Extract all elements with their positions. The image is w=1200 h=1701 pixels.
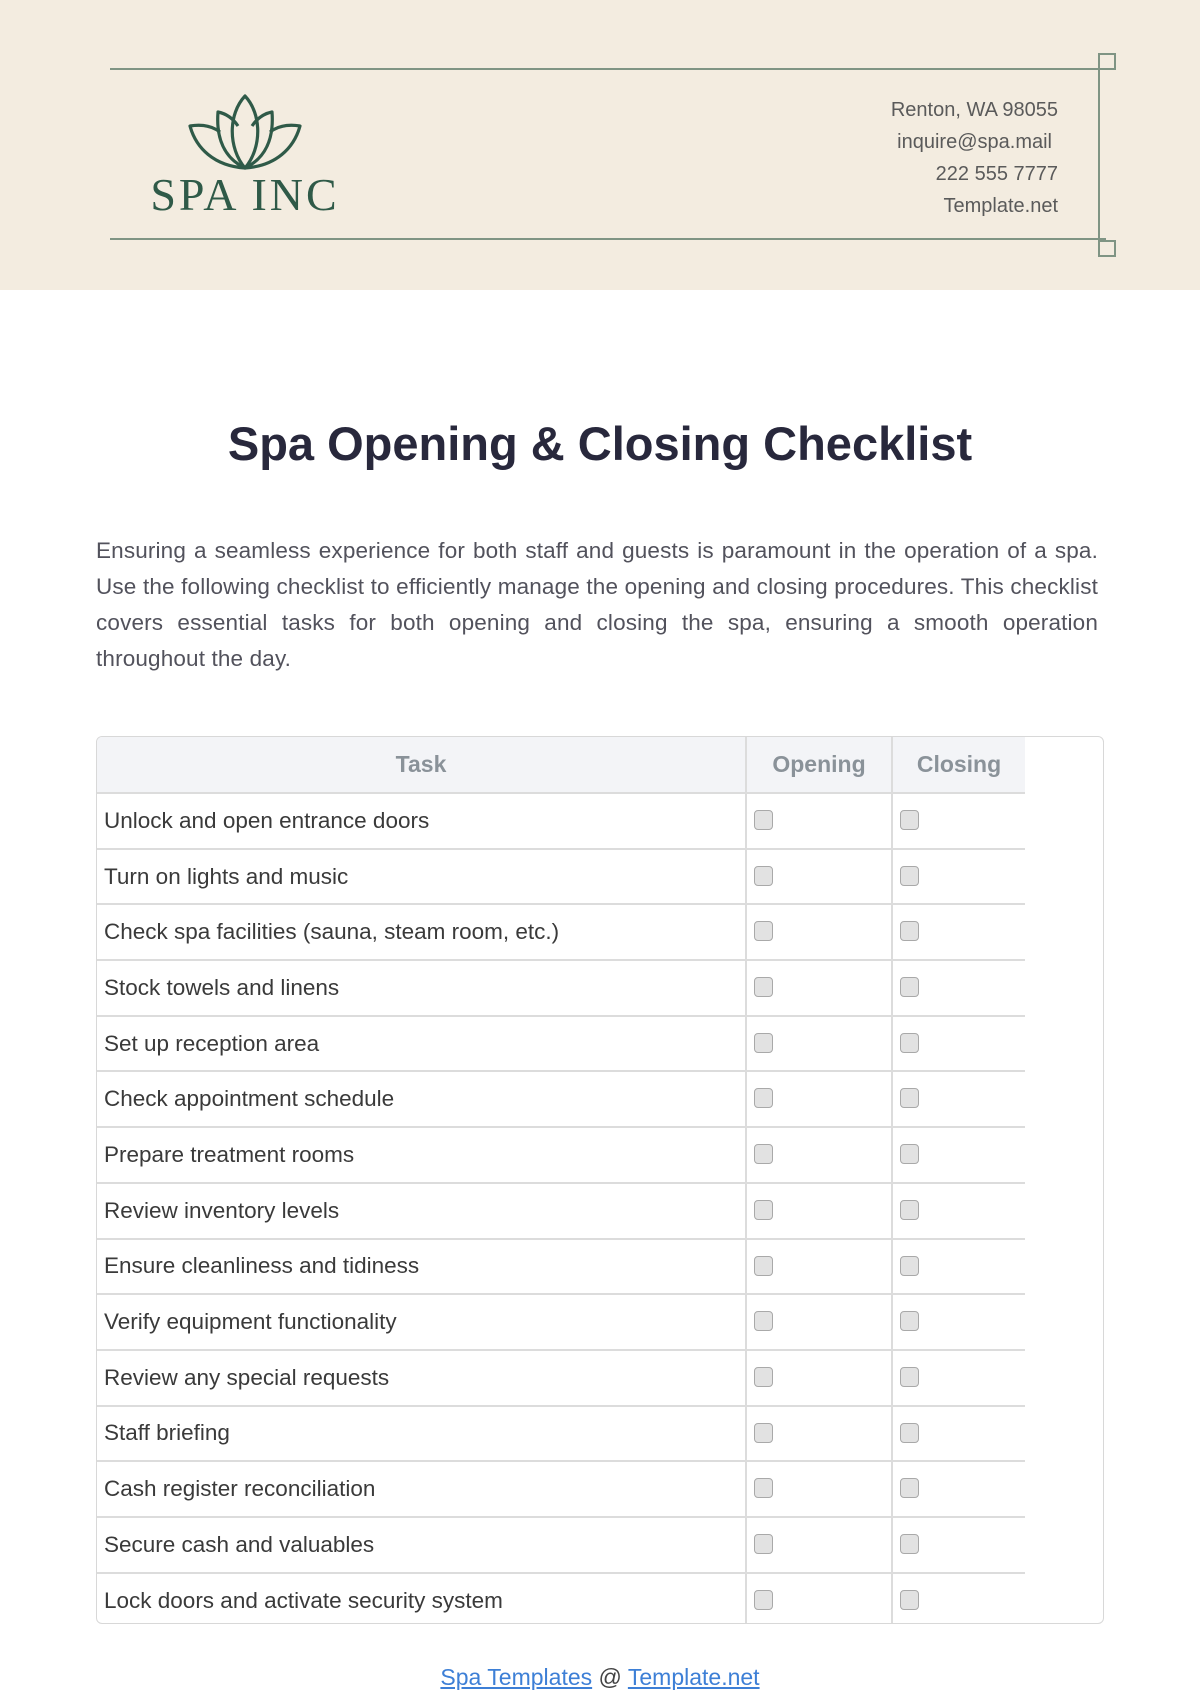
opening-checkbox[interactable] xyxy=(754,866,773,886)
opening-cell xyxy=(746,1573,892,1624)
table-row xyxy=(97,1071,1025,1127)
column-header-closing: Closing xyxy=(892,737,1025,793)
task-cell: Lock doors and activate security system xyxy=(97,1573,746,1624)
contact-block xyxy=(891,94,1058,222)
intro-paragraph: Ensuring a seamless experience for both staff and guests is paramount in the operation of a spa. Use the following checklist to efficiently manage the opening and closing procedures. This checklist covers essential tasks for both opening and closing the spa, ensuring a smooth operation throughout the day. xyxy=(96,538,1098,671)
opening-checkbox[interactable] xyxy=(754,977,773,997)
opening-checkbox[interactable] xyxy=(754,1423,773,1443)
opening-checkbox[interactable] xyxy=(754,1200,773,1220)
table-header-row xyxy=(97,737,1025,793)
opening-cell xyxy=(746,793,892,849)
opening-cell xyxy=(746,1183,892,1239)
task-cell: Check appointment schedule xyxy=(97,1071,746,1127)
table-row xyxy=(97,1350,1025,1406)
opening-cell xyxy=(746,1350,892,1406)
contact-phone: 222 555 7777 xyxy=(935,163,1058,185)
company-name: SPA INC xyxy=(150,169,340,220)
closing-cell xyxy=(892,1517,1025,1573)
opening-checkbox[interactable] xyxy=(754,1256,773,1276)
table-row xyxy=(97,1573,1025,1624)
table-row xyxy=(97,1016,1025,1072)
task-cell: Check spa facilities (sauna, steam room, etc.) xyxy=(97,904,746,960)
closing-cell xyxy=(892,1183,1025,1239)
opening-checkbox[interactable] xyxy=(754,921,773,941)
closing-checkbox[interactable] xyxy=(900,1590,919,1610)
corner-square-bottom xyxy=(1098,240,1116,257)
task-cell: Turn on lights and music xyxy=(97,849,746,905)
task-cell: Unlock and open entrance doors xyxy=(97,793,746,849)
closing-checkbox[interactable] xyxy=(900,866,919,886)
task-cell: Prepare treatment rooms xyxy=(97,1127,746,1183)
opening-cell xyxy=(746,1127,892,1183)
footer-separator: @ xyxy=(598,1664,622,1690)
opening-cell xyxy=(746,960,892,1016)
task-cell: Stock towels and linens xyxy=(97,960,746,1016)
closing-cell xyxy=(892,1573,1025,1624)
closing-checkbox[interactable] xyxy=(900,1256,919,1276)
task-cell: Verify equipment functionality xyxy=(97,1294,746,1350)
closing-cell xyxy=(892,849,1025,905)
opening-checkbox[interactable] xyxy=(754,1534,773,1554)
closing-checkbox[interactable] xyxy=(900,1088,919,1108)
table-row xyxy=(97,793,1025,849)
page-title: Spa Opening & Closing Checklist xyxy=(227,417,973,470)
task-cell: Set up reception area xyxy=(97,1016,746,1072)
opening-cell xyxy=(746,1406,892,1462)
closing-cell xyxy=(892,793,1025,849)
opening-checkbox[interactable] xyxy=(754,1088,773,1108)
contact-address: Renton, WA 98055 xyxy=(890,99,1058,121)
column-header-opening: Opening xyxy=(746,737,892,793)
table-row xyxy=(97,960,1025,1016)
opening-checkbox[interactable] xyxy=(754,1033,773,1053)
company-logo xyxy=(140,92,350,222)
task-cell: Review inventory levels xyxy=(97,1183,746,1239)
opening-cell xyxy=(746,1239,892,1295)
spa-templates-link[interactable]: Spa Templates xyxy=(440,1664,593,1690)
closing-checkbox[interactable] xyxy=(900,1367,919,1387)
closing-checkbox[interactable] xyxy=(900,977,919,997)
closing-cell xyxy=(892,1461,1025,1517)
closing-checkbox[interactable] xyxy=(900,1144,919,1164)
closing-cell xyxy=(892,1406,1025,1462)
table-row xyxy=(97,1127,1025,1183)
task-cell: Staff briefing xyxy=(97,1406,746,1462)
closing-checkbox[interactable] xyxy=(900,1033,919,1053)
closing-cell xyxy=(892,1071,1025,1127)
task-cell: Ensure cleanliness and tidiness xyxy=(97,1239,746,1295)
contact-email: inquire@spa.mail xyxy=(897,131,1052,153)
template-net-link[interactable]: Template.net xyxy=(627,1664,760,1690)
table-row xyxy=(97,1461,1025,1517)
opening-checkbox[interactable] xyxy=(754,1144,773,1164)
footer xyxy=(0,1664,1200,1691)
closing-cell xyxy=(892,1350,1025,1406)
opening-checkbox[interactable] xyxy=(754,1367,773,1387)
banner-right-rule xyxy=(1098,53,1100,257)
closing-cell xyxy=(892,960,1025,1016)
closing-cell xyxy=(892,1239,1025,1295)
task-cell: Cash register reconciliation xyxy=(97,1461,746,1517)
closing-checkbox[interactable] xyxy=(900,1534,919,1554)
opening-cell xyxy=(746,1461,892,1517)
opening-cell xyxy=(746,849,892,905)
closing-checkbox[interactable] xyxy=(900,810,919,830)
banner-bottom-rule xyxy=(110,238,1106,240)
corner-square-top xyxy=(1098,53,1116,70)
task-cell: Review any special requests xyxy=(97,1350,746,1406)
table-row xyxy=(97,849,1025,905)
closing-checkbox[interactable] xyxy=(900,1200,919,1220)
table-row xyxy=(97,904,1025,960)
opening-checkbox[interactable] xyxy=(754,1311,773,1331)
opening-cell xyxy=(746,1016,892,1072)
table-row xyxy=(97,1183,1025,1239)
table-row xyxy=(97,1517,1025,1573)
checklist-table xyxy=(97,737,1025,1624)
closing-checkbox[interactable] xyxy=(900,1311,919,1331)
banner-top-rule xyxy=(110,68,1106,70)
closing-cell xyxy=(892,1016,1025,1072)
opening-checkbox[interactable] xyxy=(754,1590,773,1610)
closing-checkbox[interactable] xyxy=(900,921,919,941)
checklist-table-container xyxy=(96,736,1104,1624)
table-row xyxy=(97,1239,1025,1295)
opening-cell xyxy=(746,1517,892,1573)
closing-cell xyxy=(892,1127,1025,1183)
header-banner xyxy=(0,0,1200,290)
opening-cell xyxy=(746,1071,892,1127)
closing-cell xyxy=(892,1294,1025,1350)
table-row xyxy=(97,1406,1025,1462)
table-row xyxy=(97,1294,1025,1350)
closing-checkbox[interactable] xyxy=(900,1423,919,1443)
opening-checkbox[interactable] xyxy=(754,1478,773,1498)
lotus-icon xyxy=(184,92,306,172)
opening-cell xyxy=(746,904,892,960)
column-header-task: Task xyxy=(97,737,746,793)
task-cell: Secure cash and valuables xyxy=(97,1517,746,1573)
contact-website: Template.net xyxy=(943,195,1058,217)
opening-checkbox[interactable] xyxy=(754,810,773,830)
closing-cell xyxy=(892,904,1025,960)
closing-checkbox[interactable] xyxy=(900,1478,919,1498)
opening-cell xyxy=(746,1294,892,1350)
